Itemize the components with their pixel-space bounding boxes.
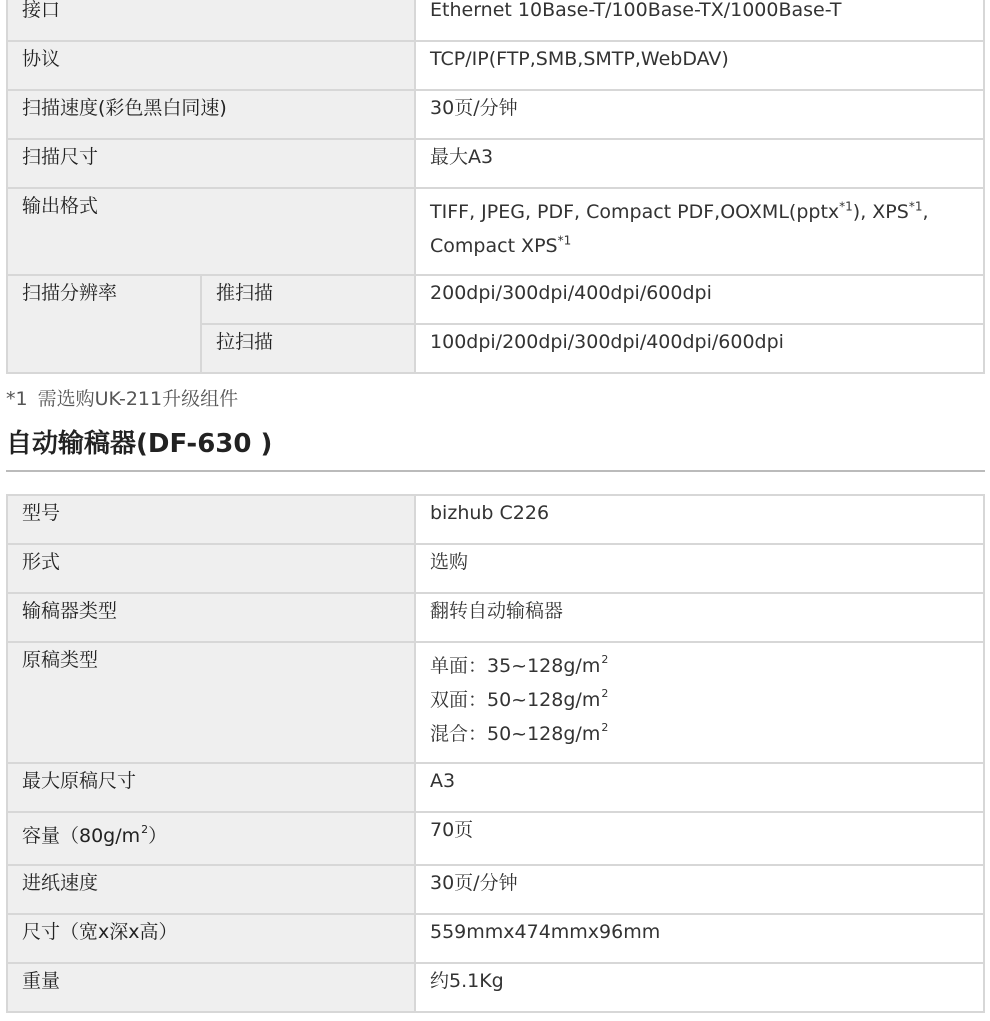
format-text: , [922,201,929,223]
table-row [7,812,984,865]
paper-weight-line: 混合：50~128g/m [430,723,601,745]
row-label: 重量 [7,963,415,1012]
row-label: 扫描分辨率 [7,275,201,373]
table-row [7,139,984,188]
table-row [7,593,984,642]
row-value: 约5.1Kg [415,963,984,1012]
row-value: 200dpi/300dpi/400dpi/600dpi [415,275,984,324]
table-row [7,0,984,41]
row-value: 70页 [415,812,984,865]
footnote-mark: *1 [6,388,28,410]
row-label: 输稿器类型 [7,593,415,642]
footnote-ref: *1 [557,233,572,248]
row-value: 100dpi/200dpi/300dpi/400dpi/600dpi [415,324,984,373]
sub-label: 推扫描 [201,275,415,324]
footnote-ref: *1 [839,199,853,214]
row-value: 翻转自动输稿器 [415,593,984,642]
table-row [7,90,984,139]
superscript: 2 [141,823,149,836]
row-value: 30页/分钟 [415,865,984,914]
row-label: 最大原稿尺寸 [7,763,415,812]
row-label: 型号 [7,495,415,544]
table-row [7,41,984,90]
footnote-ref: *1 [908,199,923,214]
scanner-spec-table [6,0,985,374]
table-row [7,642,984,763]
superscript: 2 [601,721,609,734]
paper-weight-line: 双面：50~128g/m [430,689,601,711]
table-row [7,865,984,914]
row-value: TCP/IP(FTP,SMB,SMTP,WebDAV) [415,41,984,90]
section-title: 自动输稿器(DF-630 ) [6,429,273,459]
superscript: 2 [601,653,609,666]
format-text: Compact XPS [430,235,558,257]
table-row [7,275,984,324]
format-text: ), XPS [852,201,909,223]
paper-weight-line: 单面：35~128g/m [430,655,601,677]
footnote [6,385,238,413]
row-label: 协议 [7,41,415,90]
row-value [415,188,984,275]
table-row [7,544,984,593]
footnote-text: 需选购UK-211升级组件 [37,388,239,410]
row-value: 30页/分钟 [415,90,984,139]
row-label: 接口 [7,0,415,41]
table-row [7,188,984,275]
label-text: 容量（80g/m [22,825,141,847]
superscript: 2 [601,687,609,700]
row-label: 形式 [7,544,415,593]
row-label [7,812,415,865]
row-label: 尺寸（宽x深x高） [7,914,415,963]
row-label: 扫描尺寸 [7,139,415,188]
sub-label: 拉扫描 [201,324,415,373]
row-value: 559mmx474mmx96mm [415,914,984,963]
row-label: 进纸速度 [7,865,415,914]
row-value: 最大A3 [415,139,984,188]
row-label: 输出格式 [7,188,415,275]
row-label: 扫描速度(彩色黑白同速) [7,90,415,139]
row-value: 选购 [415,544,984,593]
table-row [7,914,984,963]
row-value: Ethernet 10Base-T/100Base-TX/1000Base-T [415,0,984,41]
row-value: bizhub C226 [415,495,984,544]
row-value: A3 [415,763,984,812]
df-spec-table [6,494,985,1013]
row-value [415,642,984,763]
table-row [7,963,984,1012]
label-text: ） [148,825,168,847]
row-label: 原稿类型 [7,642,415,763]
table-row [7,495,984,544]
format-text: TIFF, JPEG, PDF, Compact PDF,OOXML(pptx [430,201,840,223]
section-divider [6,470,985,472]
table-row [7,763,984,812]
